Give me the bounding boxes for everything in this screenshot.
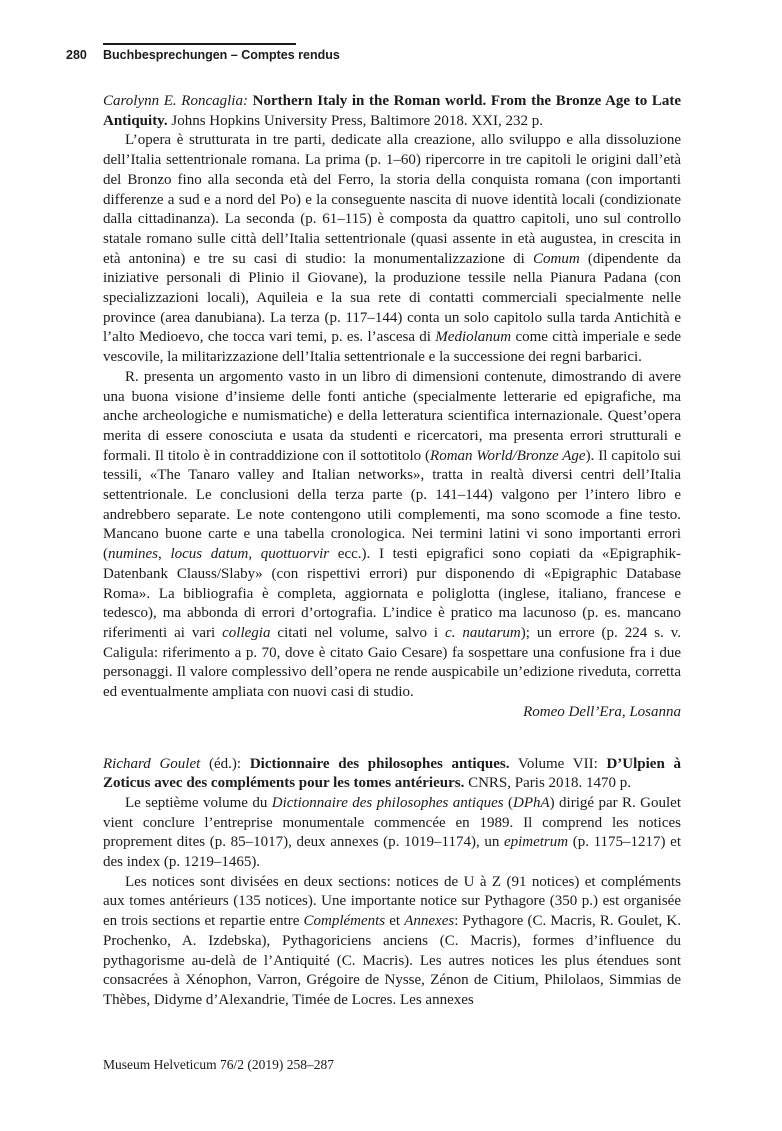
review-paragraph: L’opera è strutturata in tre parti, dedicate alla creazione, allo sviluppo e alla dissoluzione dell’Italia settentrionale romana. La prima (p. 1–60) ripercorre in tre capitoli le origini dall’età del Bronzo fino alla seconda età del Ferro, la storia della conquista romana (con importanti differenze a sud e a nord del Po) e la conseguente nascita di nuove identità locali (condizionate dalla cittadinanza). La seconda (p. 61–115) è composta da quattro capitoli, uno sul controllo statale romano sulle città dell’Italia settentrionale (quasi assente in età augustea, in crescita in età antonina) e tre su casi di studio: la monumentalizzazione di Comum (dipendente da iniziative personali di Plinio il Giovane), la produzione tessile nella Pianura Padana (con specializzazioni locali), Aquileia e la sua rete di contatti commerciali specialmente nelle province (area danubiana). La terza (p. 117–144) conta un solo capitolo sulla tarda Antichità e l’alto Medioevo, che tocca vari temi, p. es. l’ascesa di Mediolanum come città imperiale e sede vescovile, la militarizzazione dell’Italia settentrionale e la successione dei regni barbarici.	[103, 132, 681, 366]
text-column	[103, 92, 681, 1011]
review-goulet	[103, 755, 681, 1011]
journal-footer: Museum Helveticum 76/2 (2019) 258–287	[103, 1057, 334, 1072]
page-number: 280	[66, 48, 87, 62]
review-roncaglia	[103, 92, 681, 723]
review-paragraph: Le septième volume du Dictionnaire des philosophes antiques (DPhA) dirigé par R. Goulet vient conclure l’entreprise monumentale commencée en 1989. Il comprend les notices proprement dites (p. 85–1017), deux annexes (p. 1019–1174), un epimetrum (p. 1175–1217) et des index (p. 1219–1465).	[103, 794, 681, 871]
header-rule	[103, 43, 296, 45]
running-head: Buchbesprechungen – Comptes rendus	[103, 48, 340, 62]
reviewer-signature: Romeo Dell’Era, Losanna	[523, 703, 681, 720]
review-paragraph: R. presenta un argomento vasto in un libro di dimensioni contenute, dimostrando di avere una buona visione d’insieme delle fonti antiche (specialmente letterarie ed epigrafiche, ma anche archeologiche e numismatiche) e della letteratura scientifica internazionale. Quest’opera merita di essere conosciuta e usata da studenti e ricercatori, ma presenta errori strutturali e formali. Il titolo è in contraddizione con il sottotitolo (Roman World/Bronze Age). Il capitolo sui tessili, «The Tanaro valley and Italian networks», tratta in realtà diversi centri dell’Italia settentrionale. Le conclusioni della terza parte (p. 141–144) valgono per l’intero libro e andrebbero separate. Le note contengono utili complementi, ma sono scomode a fine testo. Mancano buone carte e una tabella cronologica. Nei termini latini vi sono importanti errori (numines, locus datum, quottuorvir ecc.). I testi epigrafici sono copiati da «Epigraphik-Datenbank Clauss/Slaby» (con rispettivi errori) pur disponendo di «Epigraphic Database Roma». La bibliografia è completa, aggiornata e poliglotta (inglese, italiano, francese e tedesco), ma abbonda di errori d’ortografia. L’indice è pratico ma lacunoso (p. es. mancano riferimenti ai vari collegia citati nel volume, salvo i c. nautarum); un errore (p. 224 s. v. Caligula: riferimento a p. 70, dove è citato Gaio Cesare) fa sospettare una confusione fra i due personaggi. Il valore complessivo dell’opera ne rende auspicabile un’edizione riveduta, corretta ed eventualmente ampliata con nuovi casi di studio.	[103, 368, 682, 701]
review-heading: Carolynn E. Roncaglia: Northern Italy in the Roman world. From the Bronze Age to Late Antiquity. Johns Hopkins University Press, Baltimore 2018. XXI, 232 p.	[103, 93, 681, 129]
review-paragraph: Les notices sont divisées en deux sections: notices de U à Z (91 notices) et compléments aux tomes antérieurs (135 notices). Une importante notice sur Pythagore (350 p.) est organisée en trois sections et repartie entre Compléments et Annexes: Pythagore (C. Macris, R. Goulet, K. Prochenko, A. Izdebska), Pythagoriciens anciens (C. Macris), formes d’influence du pythagorisme au-delà de l’Antiquité (C. Macris). Les autres notices les plus étendues sont consacrées à Xénophon, Varron, Grégoire de Nysse, Zénon de Citium, Philolaos, Simmias de Thèbes, Didyme d’Alexandrie, Timée de Locres. Les annexes	[103, 873, 681, 1008]
review-heading: Richard Goulet (éd.): Dictionnaire des philosophes antiques. Volume VII: D’Ulpien à Zoticus avec des compléments pour les tomes antérieurs. CNRS, Paris 2018. 1470 p.	[103, 755, 682, 792]
